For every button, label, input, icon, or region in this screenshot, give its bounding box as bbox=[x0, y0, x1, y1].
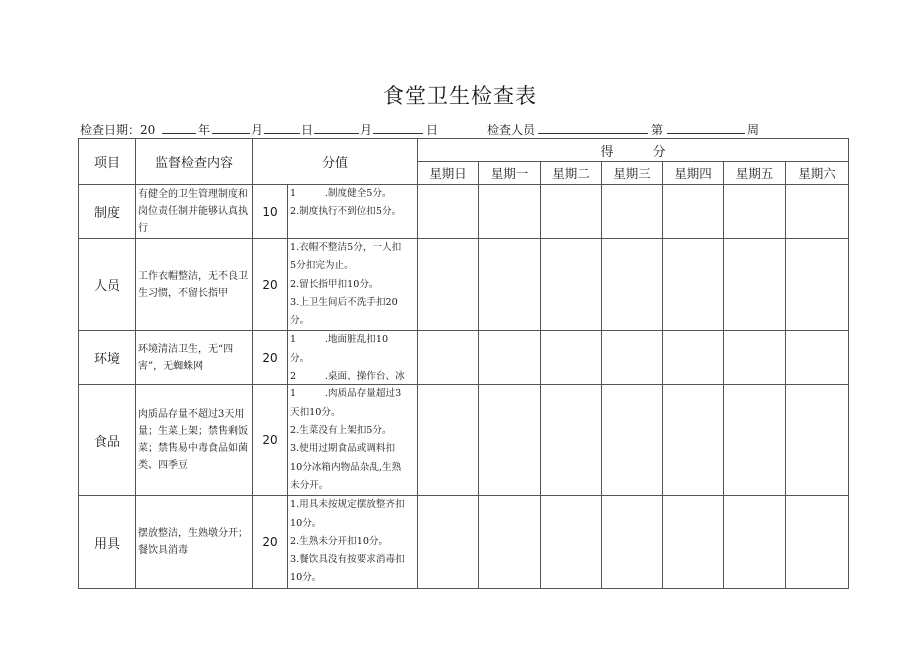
row-item: 制度 bbox=[79, 185, 136, 239]
score-cell-thursday[interactable] bbox=[663, 239, 724, 331]
score-cell-friday[interactable] bbox=[724, 331, 786, 385]
row-content: 工作衣帽整洁，无不良卫生习惯，不留长指甲 bbox=[136, 239, 253, 331]
rule-line: 3.上卫生间后不洗手扣20 bbox=[290, 296, 398, 308]
day-wednesday: 星期三 bbox=[602, 162, 663, 185]
day2-blank bbox=[373, 121, 423, 134]
header-content: 监督检查内容 bbox=[136, 139, 253, 185]
rule-line: 2.生菜没有上架扣5分。 bbox=[290, 425, 392, 437]
page-title: 食堂卫生检查表 bbox=[383, 84, 537, 108]
score-cell-friday[interactable] bbox=[724, 239, 786, 331]
score-cell-thursday[interactable] bbox=[663, 496, 724, 588]
day2-label: 日 bbox=[426, 123, 439, 137]
day-sunday: 星期日 bbox=[418, 162, 479, 185]
rule-line: 1 .地面脏乱扣10 bbox=[290, 334, 389, 346]
month1-label: 月 bbox=[251, 123, 264, 137]
table-row bbox=[79, 331, 849, 385]
week-blank bbox=[667, 121, 745, 134]
day-thursday: 星期四 bbox=[663, 162, 724, 185]
month2-label: 月 bbox=[360, 123, 373, 137]
score-cell-wednesday[interactable] bbox=[602, 185, 663, 239]
score-cell-sunday[interactable] bbox=[418, 239, 479, 331]
rule-line: 10分冰箱内物品杂乱,生熟 bbox=[290, 461, 402, 473]
inspector-label: 检查人员 bbox=[487, 123, 536, 137]
score-cell-friday[interactable] bbox=[724, 185, 786, 239]
date-label: 检查日期：20 bbox=[80, 123, 156, 137]
score-cell-saturday[interactable] bbox=[786, 239, 849, 331]
rule-line: 10分。 bbox=[290, 572, 322, 584]
rule-line: 2.生熟未分开扣10分。 bbox=[290, 535, 389, 547]
rule-line: 1.衣帽不整洁5分，一人扣 bbox=[290, 242, 402, 253]
row-rules bbox=[288, 331, 418, 385]
month2-blank bbox=[314, 121, 359, 134]
score-cell-sunday[interactable] bbox=[418, 331, 479, 385]
score-cell-thursday[interactable] bbox=[663, 385, 724, 496]
score-cell-tuesday[interactable] bbox=[541, 496, 602, 588]
rule-line: 1 .肉质品存量超过3 bbox=[290, 388, 402, 400]
score-cell-saturday[interactable] bbox=[786, 331, 849, 385]
score-cell-thursday[interactable] bbox=[663, 331, 724, 385]
day-friday: 星期五 bbox=[724, 162, 786, 185]
row-score: 20 bbox=[253, 239, 288, 331]
day-tuesday: 星期二 bbox=[541, 162, 602, 185]
score-cell-wednesday[interactable] bbox=[602, 496, 663, 588]
inspection-table bbox=[78, 138, 849, 589]
rule-line: 分。 bbox=[290, 352, 310, 364]
score-cell-monday[interactable] bbox=[479, 239, 541, 331]
header-score: 分值 bbox=[253, 139, 418, 185]
row-content: 摆放整洁，生熟墩分开；餐饮具消毒 bbox=[136, 496, 253, 588]
rule-line: 2 .桌面、操作台、冰 bbox=[290, 371, 405, 383]
score-cell-tuesday[interactable] bbox=[541, 185, 602, 239]
score-cell-monday[interactable] bbox=[479, 496, 541, 588]
rule-line: 2.制度执行不到位扣5分。 bbox=[290, 206, 402, 218]
score-cell-wednesday[interactable] bbox=[602, 239, 663, 331]
score-cell-sunday[interactable] bbox=[418, 185, 479, 239]
row-rules bbox=[288, 185, 418, 239]
table-row bbox=[79, 185, 849, 239]
row-rules bbox=[288, 385, 418, 496]
score-cell-tuesday[interactable] bbox=[541, 239, 602, 331]
week-prefix: 第 bbox=[651, 123, 664, 137]
header-item: 项目 bbox=[79, 139, 136, 185]
score-cell-friday[interactable] bbox=[724, 496, 786, 588]
row-score: 10 bbox=[253, 185, 288, 239]
year-label: 年 bbox=[198, 123, 211, 137]
rule-line: 分。 bbox=[290, 315, 310, 327]
rule-line: 未分开。 bbox=[290, 479, 329, 491]
score-cell-wednesday[interactable] bbox=[602, 385, 663, 496]
score-cell-saturday[interactable] bbox=[786, 385, 849, 496]
row-content: 环境清洁卫生，无“四害”，无蜘蛛网 bbox=[136, 331, 253, 385]
day1-label: 日 bbox=[301, 123, 314, 137]
rule-line: 10分。 bbox=[290, 517, 322, 529]
score-cell-thursday[interactable] bbox=[663, 185, 724, 239]
day-saturday: 星期六 bbox=[786, 162, 849, 185]
rule-line: 1 .制度健全5分。 bbox=[290, 188, 392, 199]
rules-clip bbox=[290, 331, 415, 384]
score-cell-saturday[interactable] bbox=[786, 185, 849, 239]
month1-blank bbox=[212, 121, 250, 134]
rule-line: 天扣10分。 bbox=[290, 406, 341, 418]
score-cell-saturday[interactable] bbox=[786, 496, 849, 588]
row-rules bbox=[288, 496, 418, 588]
row-content: 肉质品存量不超过3天用量；生菜上架；禁售剩饭菜；禁售易中毒食品如菌类、四季豆 bbox=[136, 385, 253, 496]
row-score: 20 bbox=[253, 496, 288, 588]
score-cell-friday[interactable] bbox=[724, 385, 786, 496]
row-item: 人员 bbox=[79, 239, 136, 331]
table-row bbox=[79, 239, 849, 331]
row-rules bbox=[288, 239, 418, 331]
score-cell-tuesday[interactable] bbox=[541, 385, 602, 496]
row-item: 环境 bbox=[79, 331, 136, 385]
day1-blank bbox=[264, 121, 300, 134]
rule-line: 3.餐饮具没有按要求消毒扣 bbox=[290, 554, 405, 566]
rule-line: 5分扣完为止。 bbox=[290, 260, 354, 272]
table-row bbox=[79, 385, 849, 496]
rule-line: 2.留长指甲扣10分。 bbox=[290, 278, 379, 290]
score-cell-sunday[interactable] bbox=[418, 496, 479, 588]
row-score: 20 bbox=[253, 385, 288, 496]
row-item: 用具 bbox=[79, 496, 136, 588]
row-score: 20 bbox=[253, 331, 288, 385]
day-monday: 星期一 bbox=[479, 162, 541, 185]
score-cell-monday[interactable] bbox=[479, 385, 541, 496]
row-content: 有健全的卫生管理制度和岗位责任制并能够认真执行 bbox=[136, 185, 253, 239]
inspector-blank bbox=[538, 121, 648, 134]
year-blank bbox=[162, 121, 196, 134]
score-cell-tuesday[interactable] bbox=[541, 331, 602, 385]
score-cell-sunday[interactable] bbox=[418, 385, 479, 496]
week-suffix: 周 bbox=[747, 123, 760, 137]
rule-line: 3.使用过期食品或调料扣 bbox=[290, 443, 396, 455]
row-item: 食品 bbox=[79, 385, 136, 496]
score-cell-monday[interactable] bbox=[479, 331, 541, 385]
score-cell-wednesday[interactable] bbox=[602, 331, 663, 385]
score-cell-monday[interactable] bbox=[479, 185, 541, 239]
table-row bbox=[79, 496, 849, 588]
header-got-score: 得 分 bbox=[418, 139, 849, 162]
rule-line: 1.用具未按规定摆放整齐扣 bbox=[290, 499, 405, 511]
inspection-info-line bbox=[80, 121, 840, 137]
